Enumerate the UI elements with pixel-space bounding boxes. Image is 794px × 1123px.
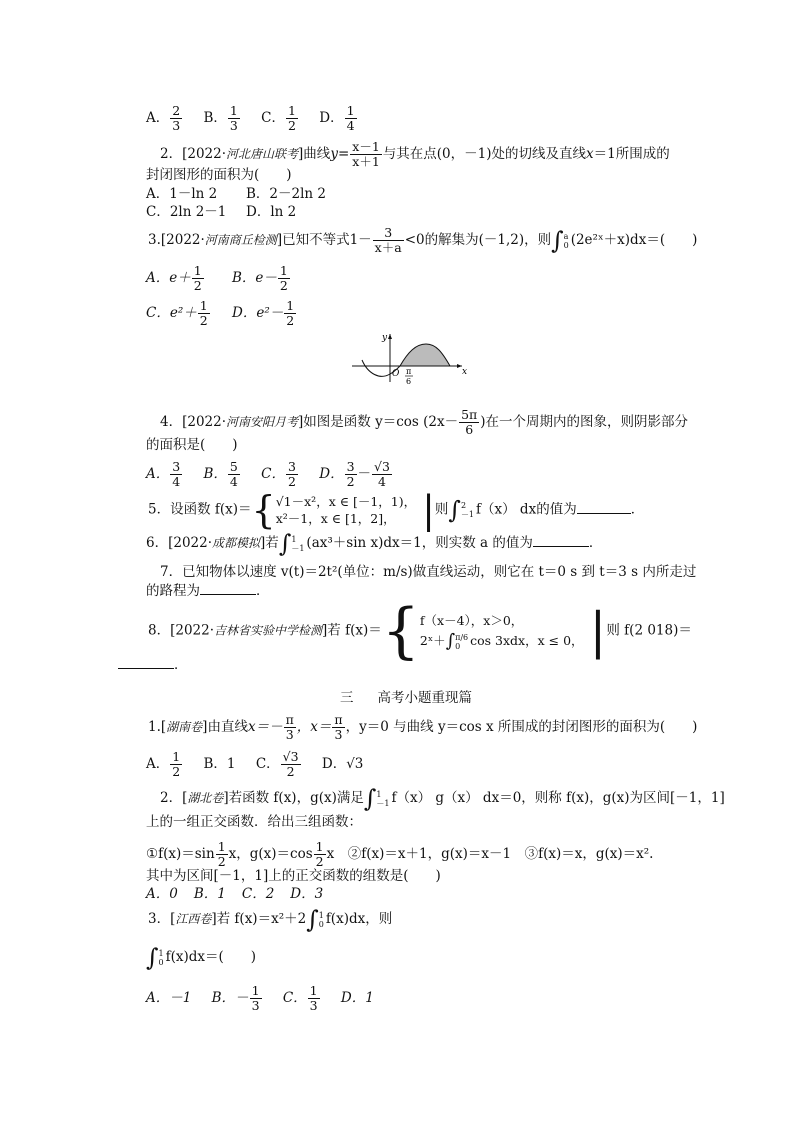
q4-stem: 4．[2022·河南安阳月考]如图是函数 y＝cos (2x－ $\frac{5\pi}{6}$ )在一个周期内的图象，则阴影部分 [160, 407, 689, 437]
q2-stem: 2．[2022·河北唐山联考]曲线y= $\frac{x-1}{x+1}$ 与其在点(0，－1)处的切线及直线x＝1所围成的 [160, 139, 670, 169]
cosine-graph [350, 330, 475, 385]
s1-options: A． $\frac{1}{2}$ B．1 C． $\frac{√3}{2}$ D．√3 [146, 749, 364, 779]
q2-options-row2: C．2ln 2－1 D．ln 2 [146, 204, 297, 220]
s2-stem-line4: 其中为区间[－1，1]上的正交函数的组数是( ) [146, 868, 441, 884]
q2-stem-line2: 封闭图形的面积为( ) [146, 167, 292, 183]
q3-options-row2: C．e²＋ $\frac{1}{2}$ D．e²－ $\frac{1}{2}$ [146, 298, 295, 328]
s2-options: A．0 B．1 C．2 D．3 [146, 886, 324, 902]
q5-stem: 5．设函数 f(x)＝{√1－x²，x ∈ [－1，1)， x²－1，x ∈ [1，2]， |则∫2 －1 f（x） dx的值为 ． [148, 488, 645, 532]
q1-options [146, 104, 374, 133]
q1-option-b: B． $\frac{1}{3}$ [203, 103, 238, 133]
q6-stem: 6．[2022·成都模拟]若∫1 －1 (ax³＋sin x)dx＝1，则实数 a 的值为 ． [146, 529, 603, 558]
q1-option-d: D． $\frac{1}{4}$ [319, 103, 355, 133]
section-heading: 三 高考小题重现篇 [340, 690, 472, 706]
graph-y-label: y [382, 333, 388, 343]
s2-functions: ①f(x)＝sin $\frac{1}{2}$ x，g(x)＝cos $\frac{1}{2}$ x ②f(x)＝x＋1，g(x)＝x－1 ③f(x)＝x，g(x)＝x². [146, 839, 654, 869]
graph-x-label: x [462, 367, 468, 377]
q8-answer-line: ． [118, 656, 188, 674]
q8-stem: 8．[2022·吉林省实验中学检测]若 f(x)＝{f（x－4），x＞0， 2ˣ＋∫π/6 0 cos 3xdx，x ≤ 0， |则 f(2 018)＝ [148, 596, 692, 666]
q1-option-c: C． $\frac{1}{2}$ [261, 103, 296, 133]
s2-stem: 2．[湖北卷]若函数 f(x)，g(x)满足∫1 －1 f（x） g（x） dx＝0，则称 f(x)，g(x)为区间[－1，1] [160, 784, 725, 813]
s1-stem: 1.[湖南卷]由直线x＝－ $\frac{\pi}{3}$ ，x＝ $\frac{\pi}{3}$ ，y＝0 与曲线 y＝cos x 所围成的封闭图形的面积为( ) [148, 712, 698, 742]
q7-stem-line2: 的路程为 ． [146, 583, 270, 599]
q2-options-row1: A．1－ln 2 B．2－2ln 2 [146, 186, 326, 202]
q1-option-a: A． $\frac{2}{3}$ [146, 103, 181, 133]
q3-options-row1: A．e＋ $\frac{1}{2}$ B．e－ $\frac{1}{2}$ [146, 263, 288, 293]
s3-stem-line2: ∫1 0 f(x)dx＝( ) [146, 943, 257, 972]
q7-stem: 7．已知物体以速度 v(t)＝2t²(单位：m/s)做直线运动，则它在 t＝0 s 到 t＝3 s 内所走过 [160, 564, 697, 580]
s3-options: A．－1 B．－ $\frac{1}{3}$ C． $\frac{1}{3}$ D．1 [146, 983, 374, 1013]
s2-stem-line2: 上的一组正交函数．给出三组函数： [146, 814, 362, 830]
graph-origin-label: O [392, 369, 400, 379]
s3-stem: 3．[江西卷]若 f(x)＝x²＋2∫1 0 f(x)dx，则 [148, 905, 393, 934]
graph-tick-num: π [406, 367, 412, 376]
q4-options: A． $\frac{3}{4}$ B． $\frac{5}{4}$ C． $\frac{3}{2}$ D． $\frac{3}{2}$ － $\frac{√3}{4}$ [146, 459, 390, 489]
q4-stem-line2: 的面积是( ) [146, 437, 238, 453]
graph-tick-den: 6 [406, 377, 412, 385]
q3-stem: 3.[2022·河南商丘检测]已知不等式1－ $\frac{3}{x+a}$ <0的解集为(－1,2)，则∫a 0 (2e²ˣ＋x)dx＝( ) [148, 225, 698, 255]
